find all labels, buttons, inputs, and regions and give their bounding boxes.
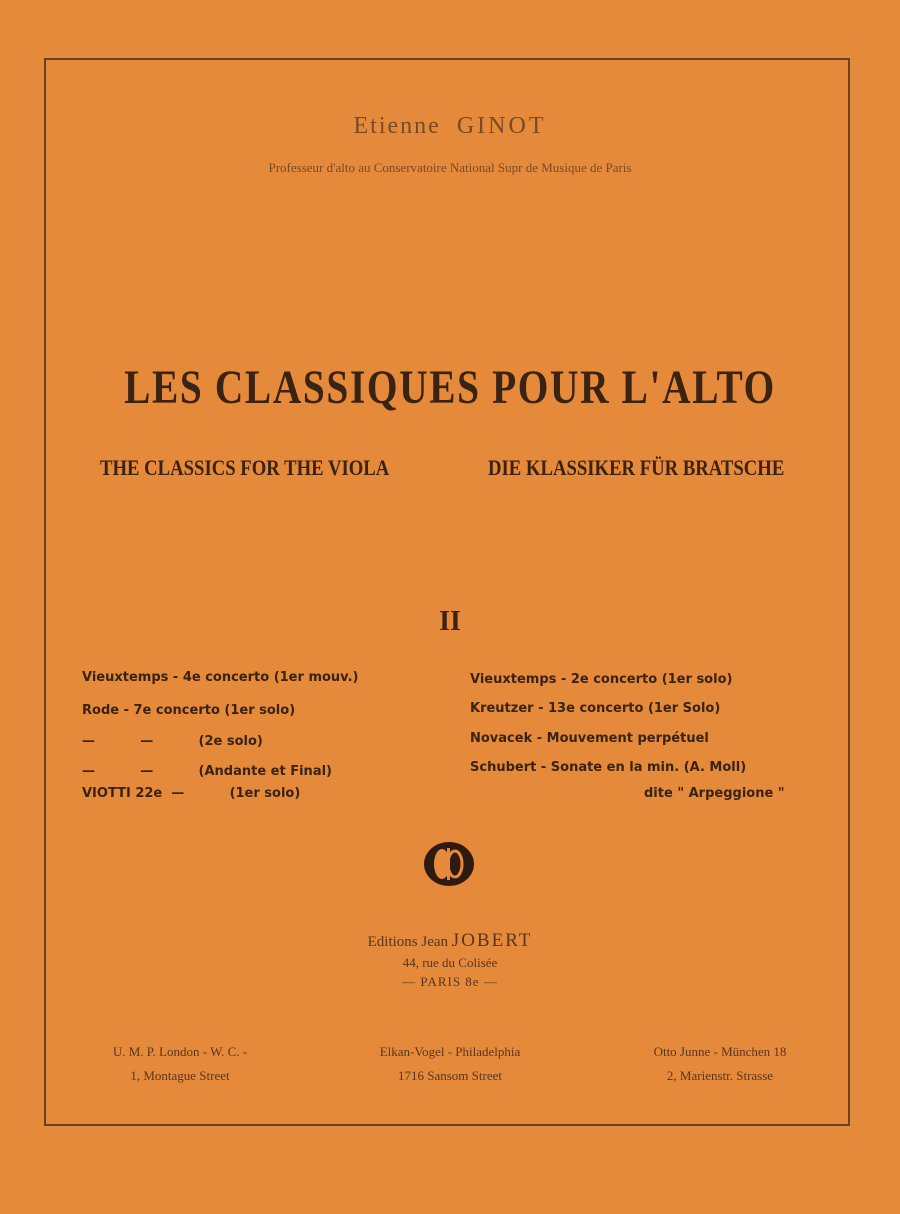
footer-right-line-2: 2, Marienstr. Strasse — [666, 1068, 774, 1083]
footer-left — [60, 1044, 300, 1084]
work-item: Kreutzer - 13e concerto (1er Solo) — [470, 701, 721, 716]
publisher-address: 44, rue du Colisée — [402, 955, 498, 970]
volume-number: II — [439, 606, 461, 637]
work-item: Schubert - Sonate en la min. (A. Moll) — [470, 760, 747, 775]
work-item: — — (2e solo) — [82, 734, 263, 749]
work-item: dite " Arpeggione " — [644, 786, 785, 801]
work-item: — — (Andante et Final) — [82, 764, 332, 779]
author-last-name: GINOT — [456, 113, 547, 139]
footer-left-line-1: U. M. P. London - W. C. - — [112, 1044, 248, 1059]
footer-center-line-1: Elkan-Vogel - Philadelphia — [379, 1044, 521, 1059]
footer-right-line-1: Otto Junne - München 18 — [653, 1044, 787, 1059]
footer-right — [600, 1044, 840, 1084]
footer-center — [330, 1044, 570, 1084]
work-item: Novacek - Mouvement perpétuel — [470, 731, 709, 746]
jobert-logo-icon — [422, 840, 476, 888]
footer-left-line-2: 1, Montague Street — [130, 1068, 230, 1083]
publisher-line-1 — [0, 930, 900, 952]
main-title: LES CLASSIQUES POUR L'ALTO — [124, 361, 776, 414]
work-item: Vieuxtemps - 2e concerto (1er solo) — [470, 672, 733, 687]
author-subtitle: Professeur d'alto au Conservatoire National Supr de Musique de Paris — [268, 160, 632, 175]
author-name — [0, 113, 900, 140]
footer-center-line-2: 1716 Sansom Street — [398, 1068, 502, 1083]
title-german: DIE KLASSIKER FÜR BRATSCHE — [488, 455, 785, 480]
author-first-name: Etienne — [353, 113, 441, 139]
work-item: Vieuxtemps - 4e concerto (1er mouv.) — [82, 670, 359, 685]
publisher-city: — PARIS 8e — — [402, 974, 498, 989]
title-english: THE CLASSICS FOR THE VIOLA — [100, 455, 390, 480]
work-item: VIOTTI 22e — (1er solo) — [82, 786, 301, 801]
work-item: Rode - 7e concerto (1er solo) — [82, 703, 296, 718]
publisher-name: JOBERT — [451, 930, 533, 951]
publisher-prefix: Editions Jean — [367, 934, 449, 950]
